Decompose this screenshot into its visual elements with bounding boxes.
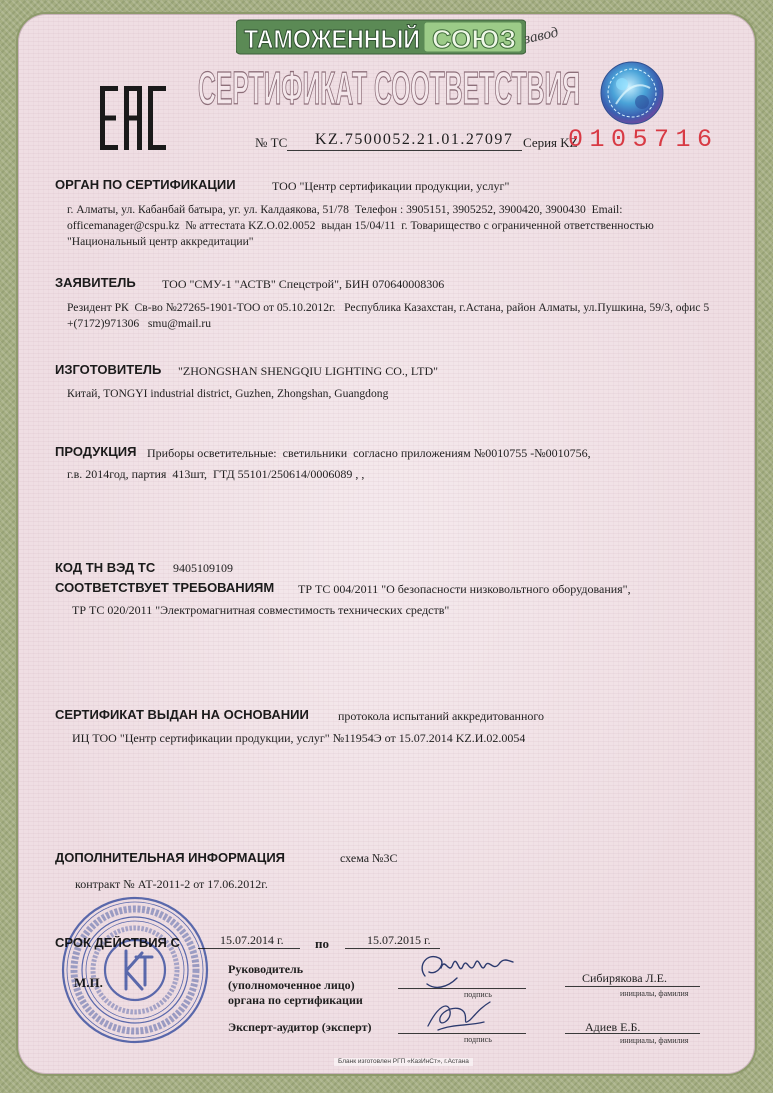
additional-info-label: ДОПОЛНИТЕЛЬНАЯ ИНФОРМАЦИЯ <box>55 851 286 865</box>
head-signature-caption: подпись <box>464 990 492 999</box>
manufacturer-address: Китай, TONGYI industrial district, Guzhen, Zhongshan, Guangdong <box>67 387 389 400</box>
certificate-number: KZ.7500052.21.01.27097 <box>315 131 514 148</box>
manufacturer-label: ИЗГОТОВИТЕЛЬ <box>55 363 162 377</box>
applicant-name: ТОО "СМУ-1 "АСТВ" Спецстрой", БИН 070640008306 <box>162 277 445 291</box>
certification-body-line-3: "Национальный центр аккредитации" <box>67 235 254 248</box>
certification-stamp <box>60 895 210 1045</box>
title-text: СЕРТИФИКАТ СООТВЕТСТВИЯ <box>198 62 580 110</box>
head-name: Сибирякова Л.Е. <box>582 971 667 985</box>
banner-word-customs: ТАМОЖЕННЫЙ <box>244 24 420 54</box>
hs-code-value: 9405109109 <box>173 561 233 575</box>
tc-number-label: № ТС <box>255 136 288 150</box>
basis-line-2: ИЦ ТОО "Центр сертификации продукции, услуг" №11954Э от 15.07.2014 KZ.И.02.0054 <box>72 731 526 745</box>
certification-body-line-1: г. Алматы, ул. Кабанбай батыра, уг. ул. Калдаякова, 51/78 Телефон : 3905151, 3905252, 3900420, 3900430 Email: <box>67 203 623 216</box>
customs-union-banner <box>236 18 526 56</box>
certificate-title <box>196 62 586 110</box>
certification-body-label: ОРГАН ПО СЕРТИФИКАЦИИ <box>55 178 236 192</box>
eac-logo <box>100 86 166 150</box>
additional-info-value: схема №3С <box>340 851 398 865</box>
head-name-caption: инициалы, фамилия <box>620 989 689 998</box>
head-label-line-3: органа по сертификации <box>228 993 363 1007</box>
certification-body-line-2: officemanager@cspu.kz № аттестата KZ.O.02.0052 выдан 15/04/11 г. Товарищество с ограниченной ответственностью <box>67 219 654 232</box>
head-signature <box>415 946 525 992</box>
expert-signature-line <box>398 1033 526 1034</box>
certificate-number-underline <box>287 150 522 151</box>
validity-label: СРОК ДЕЙСТВИЯ С <box>55 936 180 950</box>
product-line-1: Приборы осветительные: светильники согласно приложениям №0010755 -№0010756, <box>147 446 591 460</box>
applicant-label: ЗАЯВИТЕЛЬ <box>55 276 136 290</box>
applicant-line-2: +(7172)971306 smu@mail.ru <box>67 317 212 330</box>
hologram-seal <box>598 58 666 128</box>
validity-from-underline <box>198 948 300 949</box>
head-label-line-1: Руководитель <box>228 962 304 976</box>
expert-label: Эксперт-аудитор (эксперт) <box>228 1020 372 1034</box>
basis-label: СЕРТИФИКАТ ВЫДАН НА ОСНОВАНИИ <box>55 708 309 722</box>
expert-name-line <box>565 1033 700 1034</box>
requirements-line-2: ТР ТС 020/2011 "Электромагнитная совместимость технических средств" <box>72 603 450 617</box>
series-number: 0105716 <box>568 125 719 154</box>
printer-note: Бланк изготовлен РГП «КазИнСт», г.Астана <box>334 1058 473 1066</box>
requirements-label: СООТВЕТСТВУЕТ ТРЕБОВАНИЯМ <box>55 581 275 595</box>
banner-word-union: СОЮЗ <box>432 24 516 54</box>
handwritten-note: завод <box>522 24 560 48</box>
additional-info-line: контракт № АТ-2011-2 от 17.06.2012г. <box>75 877 268 891</box>
stamp-place-label: М.П. <box>74 976 103 990</box>
head-label-line-2: (уполномоченное лицо) <box>228 978 355 992</box>
expert-signature <box>418 996 498 1036</box>
product-label: ПРОДУКЦИЯ <box>55 445 137 459</box>
certification-body-name: ТОО "Центр сертификации продукции, услуг" <box>272 179 510 193</box>
manufacturer-name: "ZHONGSHAN SHENGQIU LIGHTING CO., LTD" <box>178 364 439 378</box>
applicant-line-1: Резидент РК Св-во №27265-1901-ТОО от 05.10.2012г. Республика Казахстан, г.Астана, район Алматы, ул.Пушкина, 59/3, офис 5 <box>67 301 710 314</box>
expert-name-caption: инициалы, фамилия <box>620 1036 689 1045</box>
basis-line-1: протокола испытаний аккредитованного <box>338 709 545 723</box>
validity-to: 15.07.2015 г. <box>367 933 431 947</box>
validity-from: 15.07.2014 г. <box>220 933 284 947</box>
head-signature-line <box>398 988 526 989</box>
head-name-line <box>565 986 700 987</box>
product-line-2: г.в. 2014год, партия 413шт, ГТД 55101/250614/0006089 , , <box>67 467 365 481</box>
hs-code-label: КОД ТН ВЭД ТС <box>55 561 156 575</box>
expert-signature-caption: подпись <box>464 1035 492 1044</box>
series-label: Серия KZ <box>523 136 578 150</box>
requirements-line-1: ТР ТС 004/2011 "О безопасности низковольтного оборудования", <box>298 582 631 596</box>
expert-name: Адиев Е.Б. <box>585 1020 641 1034</box>
validity-to-label: по <box>315 937 329 951</box>
